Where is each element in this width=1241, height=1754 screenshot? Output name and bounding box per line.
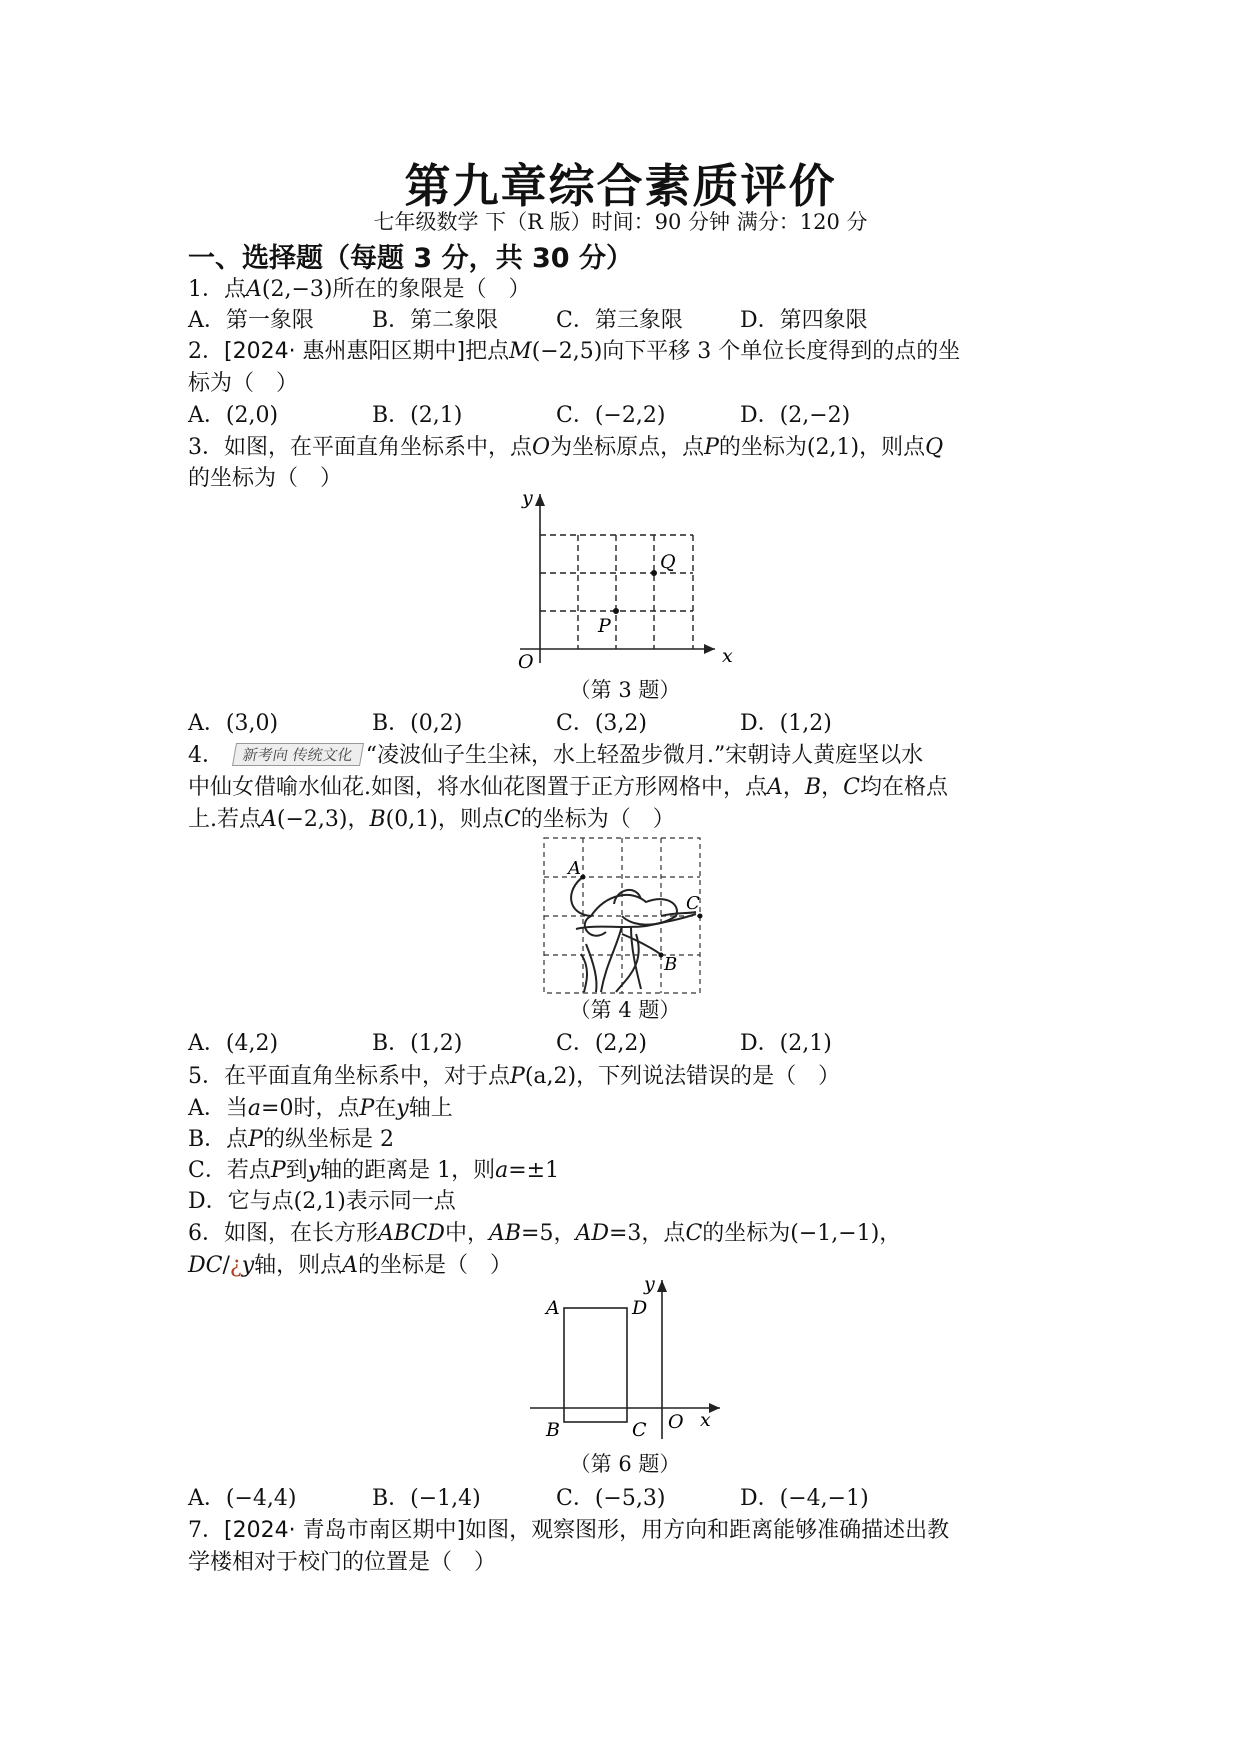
origin-label: O	[668, 1411, 684, 1433]
page-title: 第九章综合素质评价	[404, 159, 837, 213]
q6-option-a: A．(−4,4)	[188, 1486, 297, 1511]
q4-caption: （第 4 题）	[569, 998, 681, 1022]
q1-option-c: C．第三象限	[556, 308, 683, 333]
q4-option-c: C．(2,2)	[556, 1031, 647, 1056]
q4-option-a: A．(4,2)	[188, 1031, 279, 1056]
label-b: B	[664, 954, 678, 975]
point-q	[651, 570, 657, 576]
question-7-line-2: 学楼相对于校门的位置是（ ）	[188, 1550, 497, 1575]
q4-option-b: B．(1,2)	[372, 1031, 463, 1056]
q2-option-d: D．(2,−2)	[740, 403, 851, 428]
q6-rectangle-figure	[520, 1274, 730, 1444]
x-axis-arrow	[704, 644, 715, 654]
q3-option-d: D．(1,2)	[740, 711, 832, 736]
question-5: 5．在平面直角坐标系中，对于点P(a,2)，下列说法错误的是（ ）	[188, 1064, 841, 1089]
y-axis-arrow	[535, 494, 545, 506]
q2-option-b: B．(2,1)	[372, 403, 463, 428]
q5-option-d: D．它与点(2,1)表示同一点	[188, 1189, 456, 1214]
q1-option-a: A．第一象限	[188, 308, 314, 333]
question-2: 2．[2024· 惠州惠阳区期中]把点M(−2,5)向下平移 3 个单位长度得到的点的坐	[188, 339, 961, 364]
q5-option-b: B．点P的纵坐标是 2	[188, 1127, 394, 1152]
point-q-label: Q	[660, 551, 676, 573]
question-6-line-2: DC/¿y轴，则点A的坐标是（ ）	[188, 1253, 513, 1278]
y-axis-label: y	[644, 1274, 655, 1295]
exam-info: 七年级数学 下（R 版）时间：90 分钟 满分：120 分	[373, 210, 868, 234]
point-p	[613, 608, 619, 614]
q3-option-b: B．(0,2)	[372, 711, 463, 736]
q1-option-d: D．第四象限	[740, 308, 868, 333]
label-a: A	[568, 858, 581, 879]
q6-option-b: B．(−1,4)	[372, 1486, 481, 1511]
q3-option-a: A．(3,0)	[188, 711, 279, 736]
section-heading: 一、选择题（每题 3 分，共 30 分）	[188, 243, 633, 274]
q1-option-b: B．第二象限	[372, 308, 499, 333]
question-1: 1．点A(2,−3)所在的象限是（ ）	[188, 277, 531, 302]
question-6: 6．如图，在长方形ABCD中，AB=5，AD=3，点C的坐标为(−1,−1)，	[188, 1221, 902, 1246]
topic-tag: 新考向 传统文化	[232, 743, 364, 766]
label-c: C	[632, 1419, 647, 1441]
x-axis-label: x	[700, 1409, 711, 1431]
q2-option-a: A．(2,0)	[188, 403, 279, 428]
point-b	[659, 953, 664, 958]
question-3: 3．如图，在平面直角坐标系中，点O为坐标原点，点P的坐标为(2,1)，则点Q	[188, 435, 944, 460]
point-p-label: P	[598, 615, 611, 637]
y-axis-label: y	[522, 488, 533, 509]
q3-caption: （第 3 题）	[569, 678, 681, 702]
q2-option-c: C．(−2,2)	[556, 403, 666, 428]
q4-narcissus-figure	[536, 834, 706, 996]
question-4-line-3: 上.若点A(−2,3)，B(0,1)，则点C的坐标为（ ）	[188, 807, 675, 832]
q6-option-d: D．(−4,−1)	[740, 1486, 869, 1511]
x-axis-label: x	[722, 645, 733, 667]
q6-caption: （第 6 题）	[569, 1452, 681, 1476]
question-3-line-2: 的坐标为（ ）	[188, 466, 343, 491]
label-b: B	[546, 1419, 560, 1441]
question-7: 7．[2024· 青岛市南区期中]如图，观察图形，用方向和距离能够准确描述出教	[188, 1518, 950, 1543]
point-c	[698, 914, 703, 919]
label-d: D	[632, 1297, 648, 1319]
q4-option-d: D．(2,1)	[740, 1031, 832, 1056]
q5-option-a: A．当a=0时，点P在y轴上	[188, 1096, 453, 1121]
y-axis-arrow	[657, 1280, 667, 1292]
q6-option-c: C．(−5,3)	[556, 1486, 666, 1511]
rectangle-abcd	[564, 1308, 627, 1422]
origin-label: O	[518, 651, 534, 670]
label-c: C	[686, 893, 700, 914]
q5-option-c: C．若点P到y轴的距离是 1，则a=±1	[188, 1158, 560, 1183]
q3-option-c: C．(3,2)	[556, 711, 647, 736]
question-2-line-2: 标为（ ）	[188, 371, 299, 396]
label-a: A	[546, 1297, 560, 1319]
q3-coordinate-figure	[510, 488, 740, 670]
question-4-line-2: 中仙女借喻水仙花.如图，将水仙花图置于正方形网格中，点A，B，C均在格点	[188, 775, 948, 800]
point-a	[581, 875, 586, 880]
question-4: 4． 新考向 传统文化 “凌波仙子生尘袜，水上轻盈步微月.”宋朝诗人黄庭坚以水	[188, 743, 924, 768]
narcissus-drawing	[571, 877, 696, 992]
